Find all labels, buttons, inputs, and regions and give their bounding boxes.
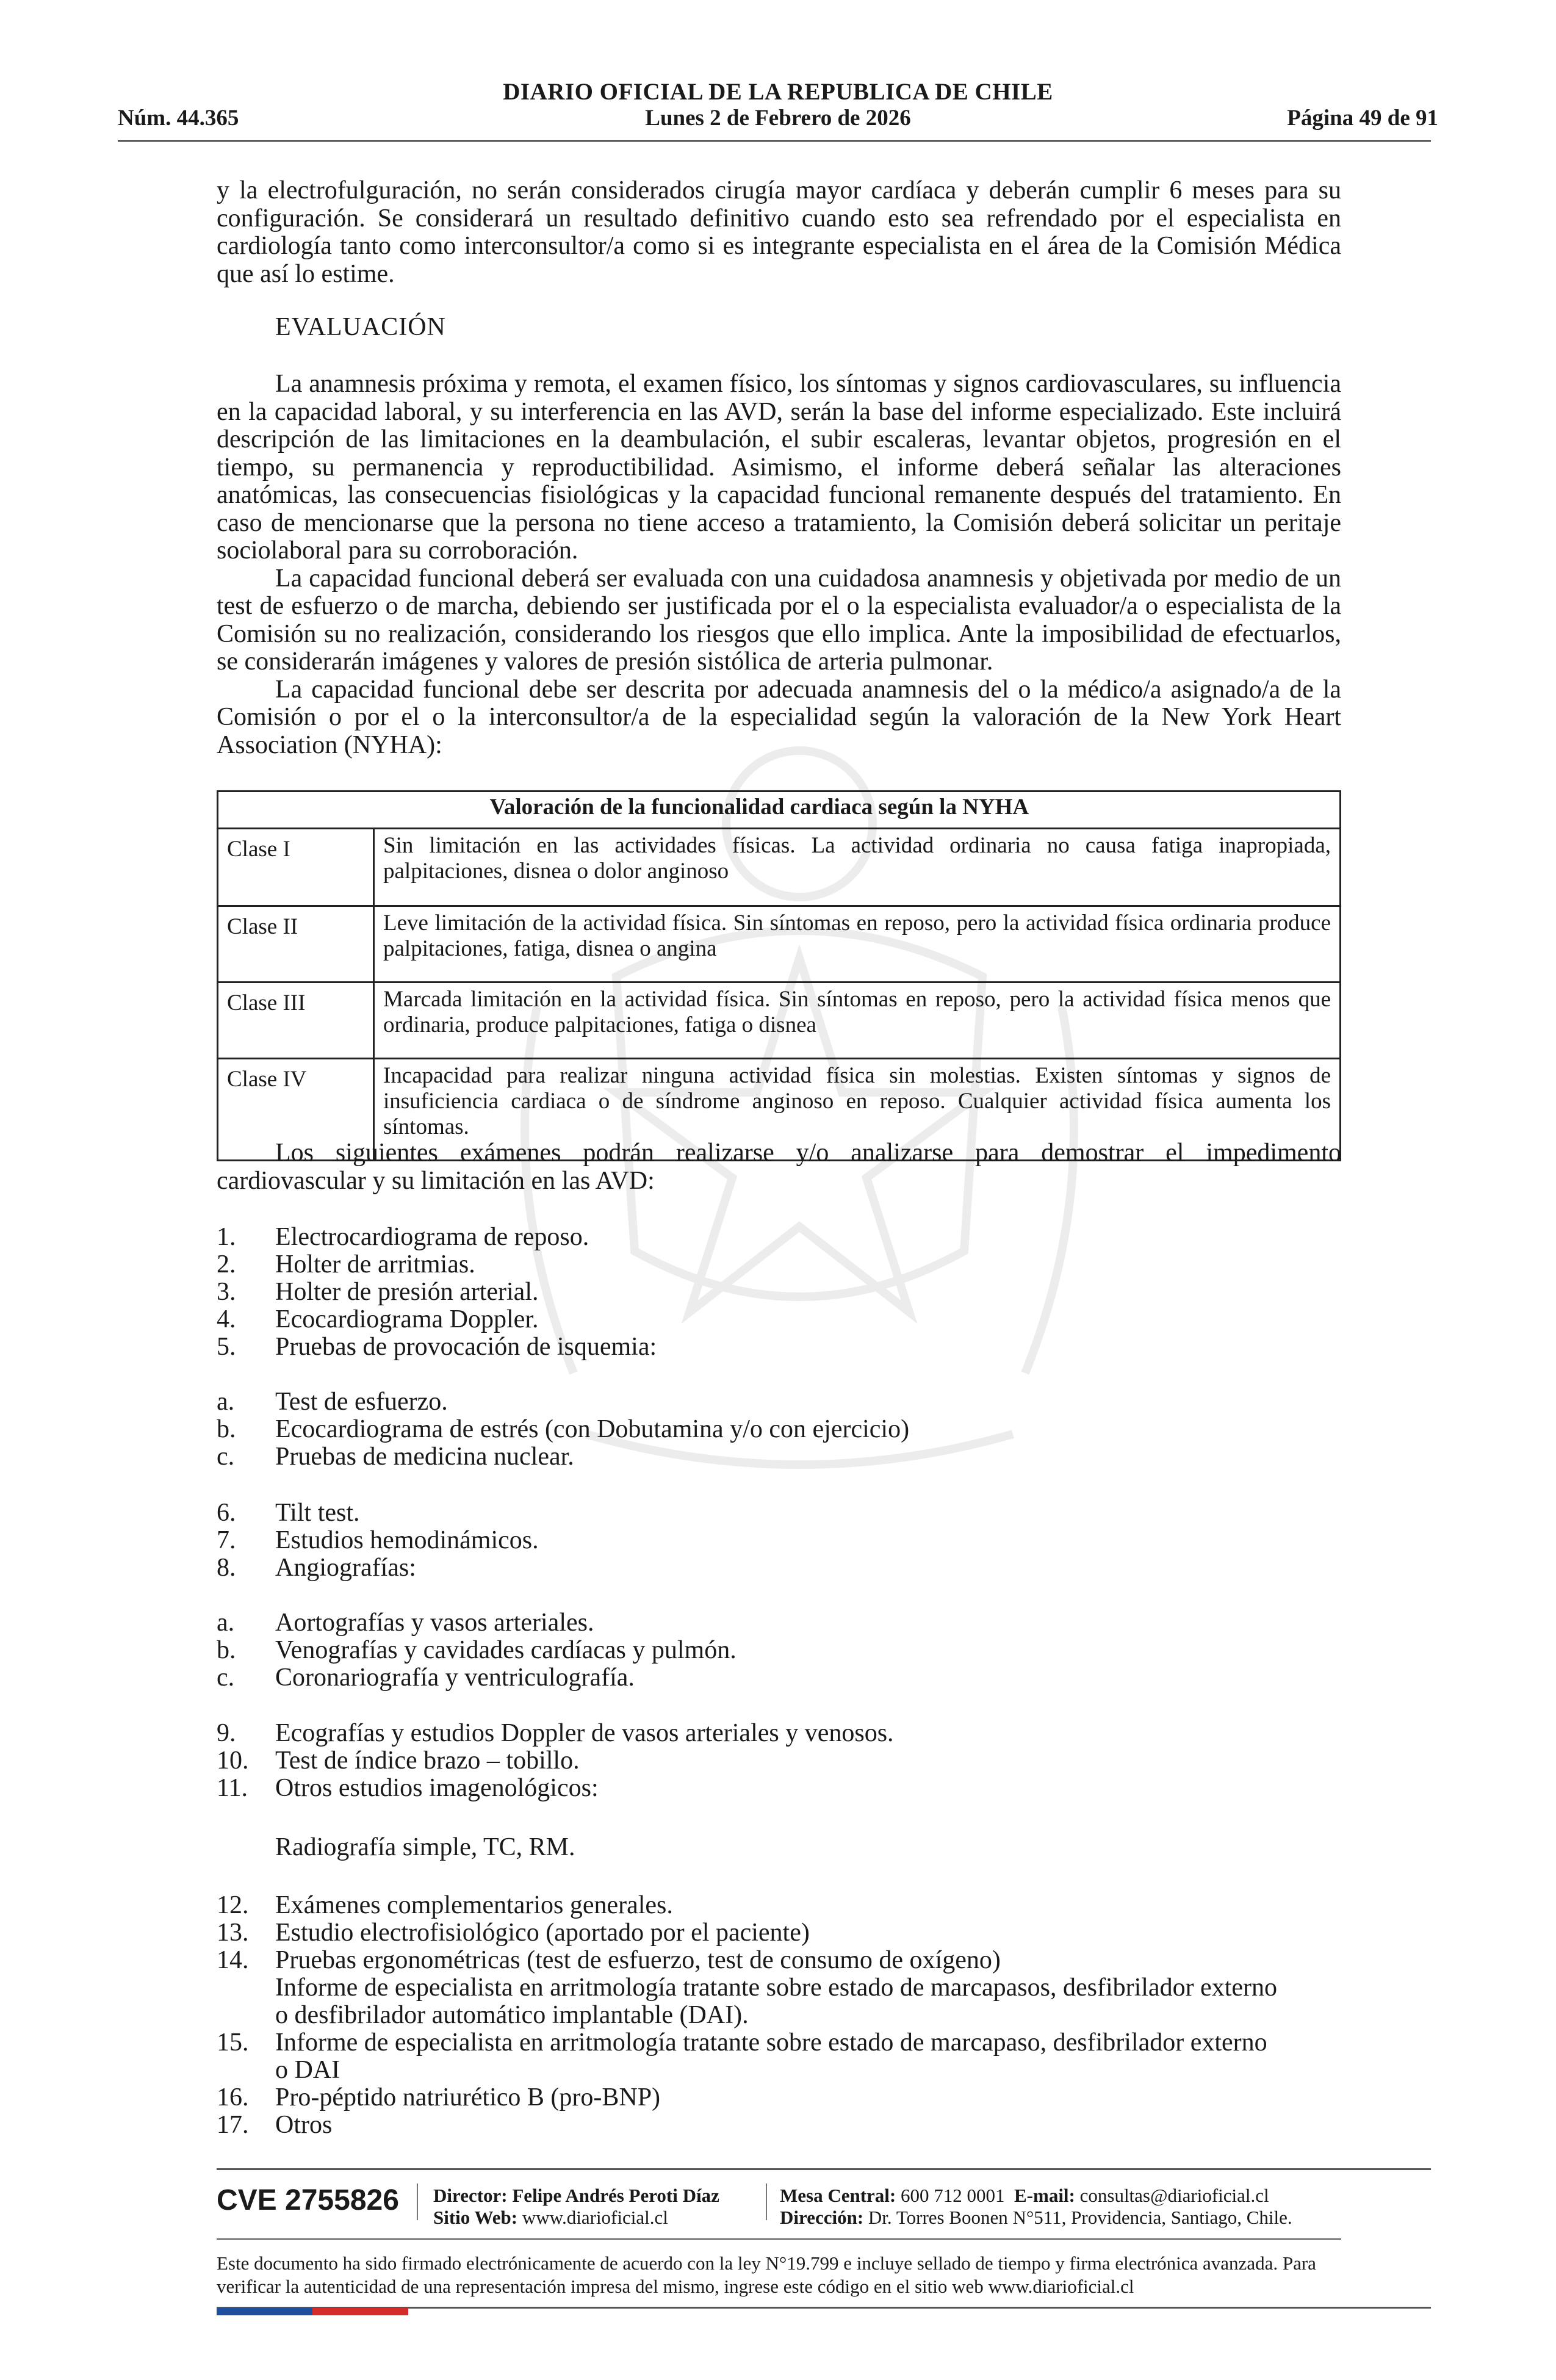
table-header-row: [218, 792, 1341, 829]
director-name: Felipe Andrés Peroti Díaz: [512, 2185, 719, 2206]
item-text: Coronariografía y ventriculografía.: [275, 1664, 635, 1692]
item-text: Pruebas ergonométricas (test de esfuerzo, test de consumo de oxígeno): [275, 1946, 1001, 1974]
nyha-description: Incapacidad para realizar ninguna actividad física sin molestias. Existen síntomas y signos de insuficiencia cardiaca o de síndrome anginoso en reposo. Cualquier actividad física aumenta los síntomas.: [374, 1059, 1341, 1161]
item-letter: b.: [217, 1636, 236, 1664]
nyha-description: Leve limitación de la actividad física. Sin síntomas en reposo, pero la actividad física ordinaria produce palpitaciones, fatiga, disnea o angina: [374, 906, 1341, 983]
item-continuation: o desfibrilador automático implantable (DAI).: [275, 2001, 749, 2029]
item-continuation: o DAI: [275, 2056, 340, 2084]
email-label: E-mail:: [1014, 2185, 1075, 2206]
item-letter: a.: [217, 1609, 235, 1637]
table-header-spacer: [218, 792, 374, 829]
item-number: 2.: [217, 1250, 236, 1278]
table-row: [218, 829, 1341, 906]
item-text: Otros estudios imagenológicos:: [275, 1774, 599, 1802]
item-letter: b.: [217, 1415, 236, 1443]
item-text: Informe de especialista en arritmología tratante sobre estado de marcapaso, desfibrilador externo: [275, 2028, 1267, 2057]
item-text: Holter de arritmias.: [275, 1250, 475, 1278]
item-text: Aortografías y vasos arteriales.: [275, 1609, 594, 1637]
email-link[interactable]: consultas@diarioficial.cl: [1079, 2185, 1269, 2206]
item-number: 3.: [217, 1278, 236, 1306]
item-text: Estudio electrofisiológico (aportado por el paciente): [275, 1919, 810, 1947]
footer-separator: [417, 2183, 418, 2220]
nyha-class: Clase IV: [218, 1059, 374, 1161]
item-text: Holter de presión arterial.: [275, 1278, 539, 1306]
flag-stripe-red: [312, 2308, 408, 2315]
item-text: Pruebas de provocación de isquemia:: [275, 1333, 657, 1361]
director-line: [433, 2185, 719, 2207]
item-continuation: Informe de especialista en arritmología tratante sobre estado de marcapasos, desfibrilador externo: [275, 1974, 1277, 2002]
header-rule: [118, 140, 1431, 142]
address-line: [780, 2207, 1292, 2229]
item-text: Exámenes complementarios generales.: [275, 1891, 673, 1919]
paragraph: La capacidad funcional deberá ser evaluada con una cuidadosa anamnesis y objetivada por medio de un test de esfuerzo o de marcha, debiendo ser justificada por el o la especialista evaluador/a o especialista de la Comisión su no realización, considerando los riesgos que ello implica. Ante la imposibilidad de efectuarlos, se considerarán imágenes y valores de presión sistólica de arteria pulmonar.: [217, 564, 1341, 676]
footer-rule: [217, 2238, 1341, 2240]
item-text: Ecocardiograma Doppler.: [275, 1305, 539, 1333]
item-number: 12.: [217, 1891, 249, 1919]
flag-stripe-blue: [217, 2308, 312, 2315]
cve-code: CVE 2755826: [217, 2184, 399, 2216]
paragraph: La anamnesis próxima y remota, el examen físico, los síntomas y signos cardiovasculares, su influencia en la capacidad laboral, y su interferencia en las AVD, serán la base del informe especializado. Este incluirá descripción de las limitaciones en la deambulación, el subir escaleras, levantar objetos, progresión en el tiempo, su permanencia y reproductibilidad. Asimismo, el informe deberá señalar las alteraciones anatómicas, las consecuencias fisiológicas y la capacidad funcional remanente después del tratamiento. En caso de mencionarse que la persona no tiene acceso a tratamiento, la Comisión deberá solicitar un peritaje sociolaboral para su corroboración.: [217, 370, 1341, 564]
item-number: 14.: [217, 1946, 249, 1974]
table-row: [218, 983, 1341, 1059]
footer-separator: [766, 2183, 767, 2220]
issue-number: Núm. 44.365: [118, 106, 239, 131]
nyha-class: Clase I: [218, 829, 374, 906]
address-value: Dr. Torres Boonen N°511, Providencia, Santiago, Chile.: [868, 2207, 1292, 2228]
imaging-detail: Radiografía simple, TC, RM.: [275, 1833, 575, 1861]
item-number: 9.: [217, 1719, 236, 1747]
item-number: 6.: [217, 1499, 236, 1527]
nyha-table: [217, 790, 1341, 1161]
item-text: Pro-péptido natriurético B (pro-BNP): [275, 2083, 661, 2111]
item-number: 11.: [217, 1774, 248, 1802]
publication-title: DIARIO OFICIAL DE LA REPUBLICA DE CHILE: [503, 79, 1053, 105]
item-number: 16.: [217, 2083, 249, 2111]
contact-line: [780, 2185, 1269, 2207]
section-title: EVALUACIÓN: [275, 313, 446, 341]
nyha-class: Clase III: [218, 983, 374, 1059]
item-text: Otros: [275, 2111, 333, 2139]
item-text: Venografías y cavidades cardíacas y pulmón.: [275, 1636, 737, 1664]
item-text: Test de esfuerzo.: [275, 1388, 448, 1416]
item-text: Angiografías:: [275, 1554, 416, 1582]
footer-rule: [217, 2168, 1431, 2170]
website-label: Sitio Web:: [433, 2207, 518, 2228]
item-number: 5.: [217, 1333, 236, 1361]
director-label: Director:: [433, 2185, 508, 2206]
item-letter: c.: [217, 1664, 235, 1692]
page-number: Página 49 de 91: [1287, 106, 1438, 131]
item-number: 13.: [217, 1919, 249, 1947]
item-text: Pruebas de medicina nuclear.: [275, 1443, 574, 1471]
intro-text: y la electrofulguración, no serán considerados cirugía mayor cardíaca y deberán cumplir 6 meses para su configuración. Se considerará un resultado definitivo cuando esto sea refrendado por el especialista en cardiología tanto como interconsultor/a como si es integrante especialista en el área de la Comisión Médica que así lo estime.: [217, 176, 1341, 288]
item-text: Ecografías y estudios Doppler de vasos arteriales y venosos.: [275, 1719, 894, 1747]
item-number: 1.: [217, 1223, 236, 1251]
item-number: 8.: [217, 1554, 236, 1582]
exams-intro: [217, 1139, 1341, 1195]
item-number: 10.: [217, 1747, 249, 1775]
nyha-class: Clase II: [218, 906, 374, 983]
paragraph: La capacidad funcional debe ser descrita por adecuada anamnesis del o la médico/a asignado/a de la Comisión o por el o la interconsultor/a de la especialidad según la valoración de la New York Heart Association (NYHA):: [217, 675, 1341, 759]
nyha-description: Marcada limitación en la actividad física. Sin síntomas en reposo, pero la actividad física menos que ordinaria, produce palpitaciones, fatiga o disnea: [374, 983, 1341, 1059]
item-letter: a.: [217, 1388, 235, 1416]
item-number: 4.: [217, 1305, 236, 1333]
table-title: Valoración de la funcionalidad cardiaca según la NYHA: [374, 792, 1341, 829]
mesa-label: Mesa Central:: [780, 2185, 896, 2206]
intro-paragraph: [217, 177, 1341, 288]
item-text: Test de índice brazo – tobillo.: [275, 1747, 580, 1775]
nyha-description: Sin limitación en las actividades físicas. La actividad ordinaria no causa fatiga inapropiada, palpitaciones, disnea o dolor anginoso: [374, 829, 1341, 906]
item-text: Tilt test.: [275, 1499, 360, 1527]
publication-date: Lunes 2 de Febrero de 2026: [645, 106, 911, 131]
item-text: Ecocardiograma de estrés (con Dobutamina y/o con ejercicio): [275, 1415, 910, 1443]
item-text: Electrocardiograma de reposo.: [275, 1223, 589, 1251]
address-label: Dirección:: [780, 2207, 864, 2228]
website-link[interactable]: www.diarioficial.cl: [522, 2207, 668, 2228]
item-number: 17.: [217, 2111, 249, 2139]
signature-notice: Este documento ha sido firmado electrónicamente de acuerdo con la ley N°19.799 e incluye sellado de tiempo y firma electrónica avanzada. Para verificar la autenticidad de una representación impresa del mismo, ingrese este código en el sitio web www.diarioficial.cl: [217, 2252, 1316, 2297]
mesa-value: 600 712 0001: [901, 2185, 1005, 2206]
website-line: [433, 2207, 668, 2229]
exams-intro-text: Los siguientes exámenes podrán realizarse y/o analizarse para demostrar el impedimento cardiovascular y su limitación en las AVD:: [217, 1139, 1341, 1195]
evaluation-paragraphs: [217, 370, 1341, 759]
table-row: [218, 906, 1341, 983]
item-text: Estudios hemodinámicos.: [275, 1526, 539, 1554]
item-letter: c.: [217, 1443, 235, 1471]
item-number: 7.: [217, 1526, 236, 1554]
item-number: 15.: [217, 2028, 249, 2057]
